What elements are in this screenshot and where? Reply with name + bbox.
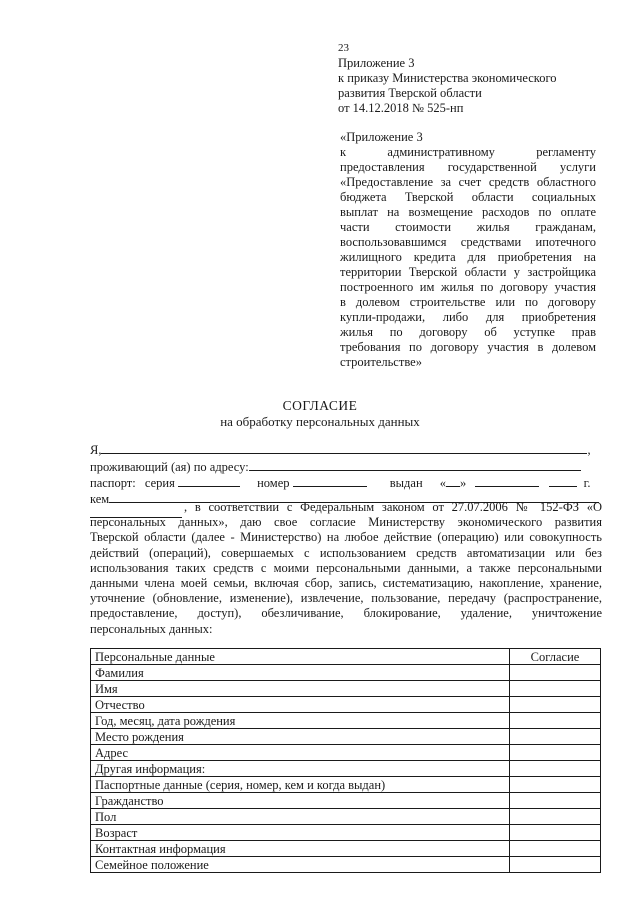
i-label: Я,	[90, 443, 102, 457]
table-row	[91, 665, 601, 681]
header-cell-data: Персональные данные	[91, 649, 510, 665]
appendix-line: «Приложение 3	[340, 130, 423, 144]
date-quote-open: «	[439, 476, 447, 490]
appendix-line: территории Тверской области у застройщика	[340, 265, 596, 279]
body-line: , в соответствии с Федеральным законом от 27.07.2006 № 152-ФЗ «О	[184, 500, 602, 514]
data-label: Отчество	[91, 697, 510, 713]
data-label: Паспортные данные (серия, номер, кем и когда выдан)	[91, 777, 510, 793]
body-line: данными члена моей семьи, включая сбор, запись, систематизацию, накопление, хранение,	[90, 576, 602, 591]
issue-year-field[interactable]	[549, 475, 577, 487]
consent-cell[interactable]	[510, 745, 601, 761]
consent-cell[interactable]	[510, 761, 601, 777]
consent-cell[interactable]	[510, 681, 601, 697]
address-line	[90, 459, 581, 475]
body-line: персональных данных», даю свое согласие Министерству экономического развития	[90, 515, 602, 530]
passport-number-field[interactable]	[293, 475, 367, 487]
table-row	[91, 681, 601, 697]
table-row	[91, 777, 601, 793]
body-line: Тверской области (далее - Министерство) на любое действие (операцию) или совокупность	[90, 530, 602, 545]
number-label: номер	[257, 476, 290, 490]
body-line: действий (операций), совершаемых с использованием средств автоматизации или без	[90, 545, 602, 560]
body-line: использования таких средств с моими персональными данными, а также персональными	[90, 560, 602, 575]
consent-cell[interactable]	[510, 777, 601, 793]
appendix-line: требования по договору участия в долевом	[340, 340, 596, 354]
address-field[interactable]	[249, 459, 581, 471]
document-title: СОГЛАСИЕ	[282, 398, 358, 413]
data-label: Другая информация:	[91, 761, 510, 777]
consent-cell[interactable]	[510, 841, 601, 857]
appendix-reference	[340, 130, 596, 370]
data-label: Адрес	[91, 745, 510, 761]
issue-month-field[interactable]	[475, 475, 539, 487]
body-line: персональных данных:	[90, 621, 213, 636]
table-row	[91, 793, 601, 809]
data-label: Имя	[91, 681, 510, 697]
appendix-line: построенного им жилья по договору участия	[340, 280, 596, 294]
data-label: Возраст	[91, 825, 510, 841]
data-label: Семейное положение	[91, 857, 510, 873]
year-label: г.	[583, 476, 591, 490]
appendix-line: купли-продажи, либо для приобретения	[340, 310, 596, 324]
table-header-row	[91, 649, 601, 665]
table-row	[91, 857, 601, 873]
table-row	[91, 825, 601, 841]
table-row	[91, 761, 601, 777]
data-label: Контактная информация	[91, 841, 510, 857]
consent-cell[interactable]	[510, 809, 601, 825]
header-line: Приложение 3	[338, 56, 415, 70]
consent-cell[interactable]	[510, 713, 601, 729]
issued-label: выдан	[389, 476, 423, 490]
data-label: Фамилия	[91, 665, 510, 681]
personal-data-table	[90, 648, 601, 873]
date-quote-close: »	[460, 476, 467, 490]
consent-cell[interactable]	[510, 697, 601, 713]
table-row	[91, 729, 601, 745]
by-whom-label: кем	[90, 492, 110, 506]
series-label: серия	[144, 476, 175, 490]
data-label: Пол	[91, 809, 510, 825]
data-label: Место рождения	[91, 729, 510, 745]
body-line: предоставление, доступ), обезличивание, блокирование, удаление, уничтожение	[90, 606, 602, 621]
appendix-line: к административному регламенту	[340, 145, 596, 159]
table-row	[91, 809, 601, 825]
issue-day-field[interactable]	[446, 475, 460, 487]
appendix-line: бюджета Тверской области социальных	[340, 190, 596, 204]
appendix-line: выплат на возмещение расходов по оплате	[340, 205, 596, 219]
data-label: Год, месяц, дата рождения	[91, 713, 510, 729]
body-line: уточнение (обновление, изменение), извлечение, пользование, передачу (распространение,	[90, 591, 602, 606]
appendix-line: воспользовавшимся средствами ипотечного	[340, 235, 596, 249]
page-number: 23	[338, 42, 349, 54]
order-header	[338, 56, 600, 116]
passport-series-field[interactable]	[178, 475, 240, 487]
appendix-line: жилищного кредита для приобретения на	[340, 250, 596, 264]
appendix-line: жилья по договору об уступке прав	[340, 325, 596, 339]
header-line: развития Тверской области	[338, 86, 482, 100]
full-name-field[interactable]	[101, 442, 587, 454]
data-label: Гражданство	[91, 793, 510, 809]
passport-label: паспорт:	[90, 476, 136, 490]
appendix-line: части стоимости жилья гражданам,	[340, 220, 596, 234]
consent-cell[interactable]	[510, 857, 601, 873]
appendix-line: строительстве»	[340, 355, 422, 369]
name-line	[90, 442, 591, 458]
consent-cell[interactable]	[510, 825, 601, 841]
header-line: к приказу Министерства экономического	[338, 71, 557, 85]
consent-cell[interactable]	[510, 665, 601, 681]
consent-text	[90, 500, 602, 637]
consent-cell[interactable]	[510, 729, 601, 745]
appendix-line: предоставления государственной услуги	[340, 160, 596, 174]
table-row	[91, 841, 601, 857]
appendix-line: в долевом строительстве или по договору	[340, 295, 596, 309]
document-subtitle: на обработку персональных данных	[220, 414, 420, 429]
table-row	[91, 745, 601, 761]
comma: ,	[587, 443, 591, 457]
header-line: от 14.12.2018 № 525-нп	[338, 101, 464, 115]
address-label: проживающий (ая) по адресу:	[90, 460, 249, 474]
passport-line	[90, 475, 591, 491]
table-row	[91, 697, 601, 713]
header-cell-consent: Согласие	[510, 649, 601, 665]
consent-cell[interactable]	[510, 793, 601, 809]
appendix-line: «Предоставление за счет средств областного	[340, 175, 596, 189]
table-row	[91, 713, 601, 729]
